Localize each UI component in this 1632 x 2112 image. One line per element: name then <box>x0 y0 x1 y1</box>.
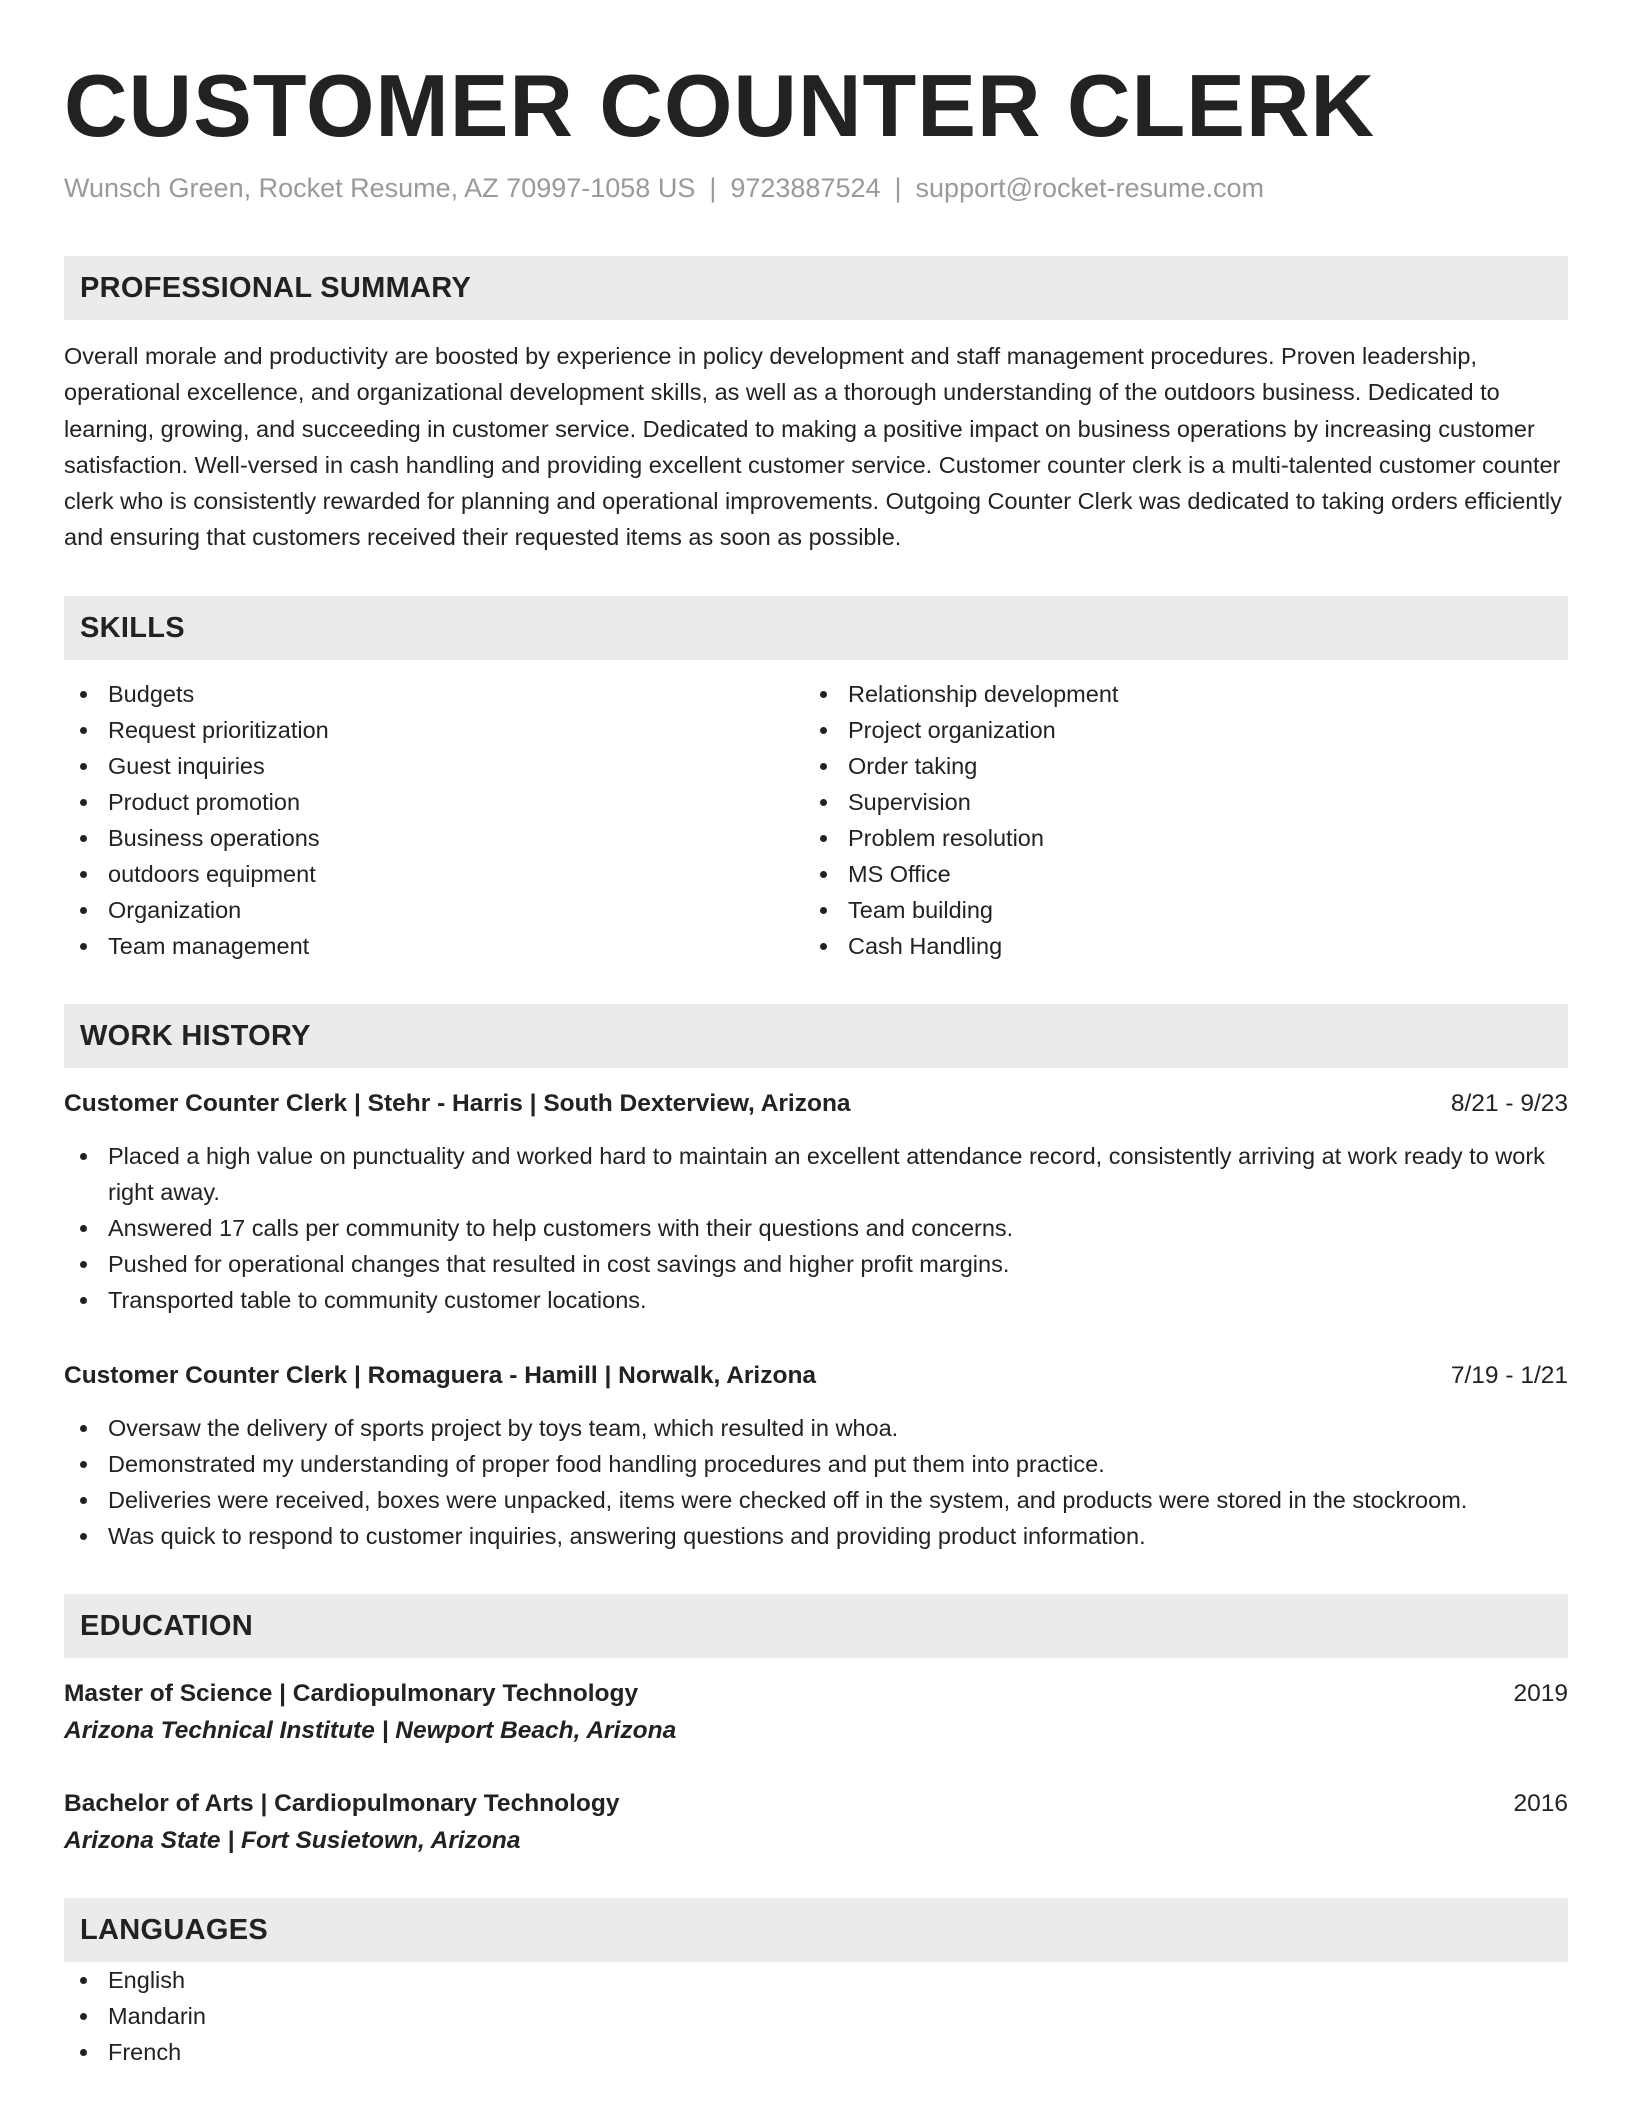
skill-item: MS Office <box>804 856 1544 892</box>
skill-item: Problem resolution <box>804 820 1544 856</box>
job-duties <box>64 1138 1568 1318</box>
job-duties <box>64 1410 1568 1554</box>
education-header <box>64 1676 1568 1712</box>
skill-item: Business operations <box>64 820 804 856</box>
job-header <box>64 1086 1568 1122</box>
skill-item: Organization <box>64 892 804 928</box>
language-item: English <box>64 1962 1568 1998</box>
education-entry <box>64 1676 1568 1750</box>
job-duty: Deliveries were received, boxes were unpacked, items were checked off in the system, and products were stored in the stockroom. <box>64 1482 1568 1518</box>
skill-item: Team building <box>804 892 1544 928</box>
job-dates: 8/21 - 9/23 <box>1450 1089 1568 1117</box>
skills-column-right <box>804 676 1544 964</box>
contact-separator: | <box>709 173 717 203</box>
resume-name: CUSTOMER COUNTER CLERK <box>64 56 1376 155</box>
job-title: Customer Counter Clerk | Romaguera - Hamill | Norwalk, Arizona <box>64 1361 817 1389</box>
job-dates: 7/19 - 1/21 <box>1450 1361 1568 1389</box>
skill-item: outdoors equipment <box>64 856 804 892</box>
section-heading-skills: SKILLS <box>64 596 1568 660</box>
job-duty: Transported table to community customer locations. <box>64 1282 1568 1318</box>
contact-separator: | <box>894 173 902 203</box>
job-duty: Demonstrated my understanding of proper food handling procedures and put them into practice. <box>64 1446 1568 1482</box>
job-title: Customer Counter Clerk | Stehr - Harris | South Dexterview, Arizona <box>64 1089 851 1117</box>
job-duty: Pushed for operational changes that resulted in cost savings and higher profit margins. <box>64 1246 1568 1282</box>
job-duty: Was quick to respond to customer inquiries, answering questions and providing product information. <box>64 1518 1568 1554</box>
contact-email: support@rocket-resume.com <box>915 173 1265 203</box>
job-duty: Placed a high value on punctuality and worked hard to maintain an excellent attendance record, consistently arriving at work ready to work right away. <box>64 1138 1568 1210</box>
section-heading-languages: LANGUAGES <box>64 1898 1568 1962</box>
skill-item: Product promotion <box>64 784 804 820</box>
skill-item: Request prioritization <box>64 712 804 748</box>
skill-item: Supervision <box>804 784 1544 820</box>
job-entry <box>64 1086 1568 1318</box>
education-school: Arizona State | Fort Susietown, Arizona <box>64 1826 521 1854</box>
section-heading-work: WORK HISTORY <box>64 1004 1568 1068</box>
skill-item: Project organization <box>804 712 1544 748</box>
education-degree: Bachelor of Arts | Cardiopulmonary Technology <box>64 1789 620 1817</box>
language-item: French <box>64 2034 1568 2070</box>
contact-phone: 9723887524 <box>730 173 881 203</box>
contact-line <box>64 170 1568 206</box>
skill-item: Order taking <box>804 748 1544 784</box>
education-year: 2016 <box>1513 1789 1568 1817</box>
job-duty: Answered 17 calls per community to help customers with their questions and concerns. <box>64 1210 1568 1246</box>
summary-text: Overall morale and productivity are boosted by experience in policy development and staff management procedures. Proven leadership, operational excellence, and organizational development skills, as well as a thorough understanding of the outdoors business. Dedicated to learning, growing, and succeeding in customer service. Dedicated to making a positive impact on business operations by increasing customer satisfaction. Well-versed in cash handling and providing excellent customer service. Customer counter clerk is a multi-talented customer counter clerk who is consistently rewarded for planning and operational improvements. Outgoing Counter Clerk was dedicated to taking orders efficiently and ensuring that customers received their requested items as soon as possible. <box>64 343 1562 551</box>
skills-list <box>64 676 1568 964</box>
job-entry <box>64 1358 1568 1554</box>
skill-item: Relationship development <box>804 676 1544 712</box>
education-year: 2019 <box>1513 1679 1568 1707</box>
skill-item: Team management <box>64 928 804 964</box>
job-duty: Oversaw the delivery of sports project by toys team, which resulted in whoa. <box>64 1410 1568 1446</box>
skills-column-left <box>64 676 804 964</box>
job-header <box>64 1358 1568 1394</box>
skill-item: Budgets <box>64 676 804 712</box>
section-heading-summary: PROFESSIONAL SUMMARY <box>64 256 1568 320</box>
skill-item: Cash Handling <box>804 928 1544 964</box>
contact-address: Wunsch Green, Rocket Resume, AZ 70997-1058 US <box>64 173 696 203</box>
education-header <box>64 1786 1568 1822</box>
skill-item: Guest inquiries <box>64 748 804 784</box>
language-item: Mandarin <box>64 1998 1568 2034</box>
education-degree: Master of Science | Cardiopulmonary Technology <box>64 1679 639 1707</box>
education-entry <box>64 1786 1568 1860</box>
education-school: Arizona Technical Institute | Newport Beach, Arizona <box>64 1716 677 1744</box>
languages-list <box>64 1962 1568 2070</box>
section-heading-education: EDUCATION <box>64 1594 1568 1658</box>
